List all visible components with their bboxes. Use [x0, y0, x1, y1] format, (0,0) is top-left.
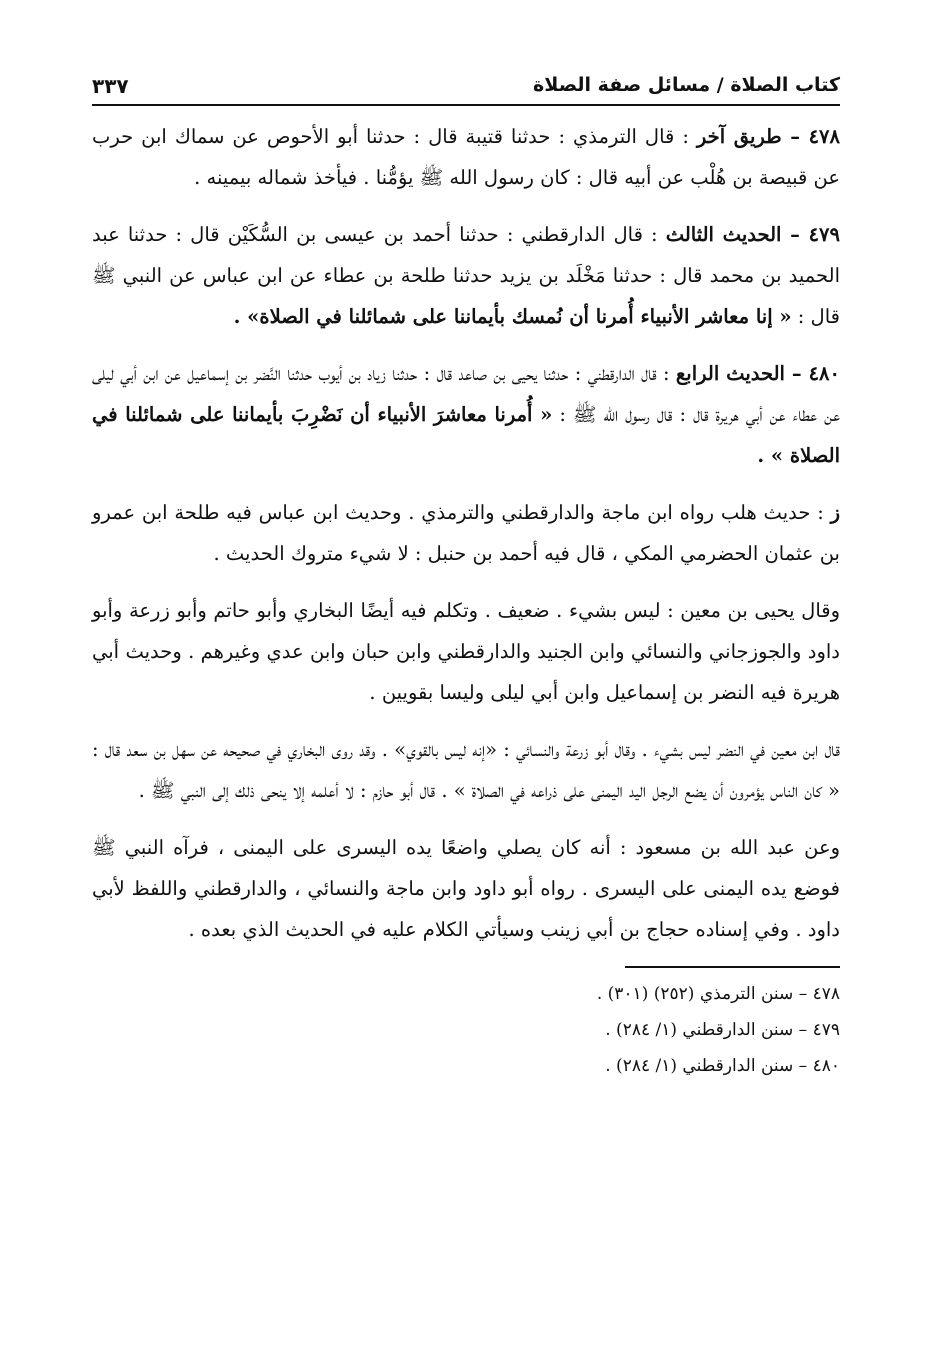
hadith-quote: « إنا معاشر الأنبياء أُمرنا أن نُمسك بأيماننا على شمائلنا في الصلاة» .	[233, 305, 792, 328]
paragraph-commentary-2	[92, 590, 840, 713]
paragraph-lead: ٤٨٠ – الحديث الرابع	[675, 362, 840, 385]
paragraph-lead: ٤٧٩ – الحديث الثالث	[665, 223, 840, 246]
main-text	[92, 116, 840, 950]
paragraph-text: : حديث هلب رواه ابن ماجة والدارقطني والترمذي . وحديث ابن عباس فيه طلحة ابن عمرو بن عثمان الحضرمي المكي ، قال فيه أحمد بن حنبل : لا شيء متروك الحديث .	[92, 501, 840, 565]
paragraph-text: وعن عبد الله بن مسعود : أنه كان يصلي واضعًا يده اليسرى على اليمنى ، فرآه النبي ﷺ فوضع يده اليمنى على اليسرى . رواه أبو داود وابن ماجة والنسائي ، والدارقطني واللفظ لأبي داود . وفي إسناده حجاج بن أبي زينب وسيأتي الكلام عليه في الحديث الذي بعده .	[92, 836, 840, 941]
paragraph-commentary-1	[92, 492, 840, 574]
paragraph-text: : قال الترمذي : حدثنا قتيبة قال : حدثنا أبو الأحوص عن سماك ابن حرب عن قبيصة بن هُلْب عن أبيه قال : كان رسول الله ﷺ يؤمُّنا . فيأخذ شماله بيمينه .	[92, 125, 840, 189]
paragraph-commentary-3	[92, 729, 840, 811]
footnote-478: ٤٧٨ – سنن الترمذي (٢٥٢) (٣٠١) .	[596, 984, 840, 1004]
footnote-480: ٤٨٠ – سنن الدارقطني (١/ ٢٨٤) .	[605, 1056, 840, 1076]
paragraph-hadith-478	[92, 116, 840, 198]
footnote-divider	[625, 966, 840, 968]
paragraph-text: وقال يحيى بن معين : ليس بشيء . ضعيف . وتكلم فيه أيضًا البخاري وأبو حاتم وأبو زرعة وأبو داود والجوزجاني والنسائي وابن الجنيد والدارقطني وابن حبان وابن عدي وغيرهم . وحديث أبي هريرة فيه النضر بن إسماعيل وابن أبي ليلى وليسا بقويين .	[92, 599, 840, 704]
paragraph-text: : قال الدارقطني : حدثنا أحمد بن عيسى بن السُّكَيْن قال : حدثنا عبد الحميد بن محمد قال : حدثنا مَخْلَد بن يزيد حدثنا طلحة بن عطاء عن ابن عباس عن النبي ﷺ قال :	[92, 223, 840, 328]
header-title: كتاب الصلاة / مسائل صفة الصلاة	[533, 74, 840, 96]
paragraph-text: : قال الدارقطني : حدثنا يحيى بن صاعد قال : حدثنا زياد بن أيوب حدثنا النَّضر بن إسماعيل عن ابن أبي ليلى عن عطاء عن أبي هريرة قال : قال رسول الله ﷺ :	[92, 362, 840, 426]
book-page	[92, 70, 840, 1084]
paragraph-commentary-4	[92, 827, 840, 950]
page-number: ٣٣٧	[92, 74, 137, 98]
paragraph-hadith-479	[92, 214, 840, 337]
paragraph-lead: ز	[830, 501, 840, 524]
running-header	[92, 70, 840, 106]
footnote-479: ٤٧٩ – سنن الدارقطني (١/ ٢٨٤) .	[605, 1020, 840, 1040]
hadith-quote: « أُمرنا معاشرَ الأنبياء أن نَضْرِبَ بأيماننا على شمائلنا في الصلاة » .	[92, 403, 840, 467]
footnotes	[92, 976, 840, 1084]
paragraph-hadith-480	[92, 353, 840, 476]
paragraph-text: قال ابن معين في النضر ليس بشيء . وقال أبو زرعة والنسائي : «إنه ليس بالقوي» . وقد روى البخاري في صحيحه عن سهل بن سعد قال : « كان الناس يؤمرون أن يضع الرجل اليد اليمنى على ذراعه في الصلاة » . قال أبو حازم : لا أعلمه إلا ينحى ذلك إلى النبي ﷺ .	[92, 738, 840, 802]
paragraph-lead: ٤٧٨ – طريق آخر	[696, 125, 840, 148]
